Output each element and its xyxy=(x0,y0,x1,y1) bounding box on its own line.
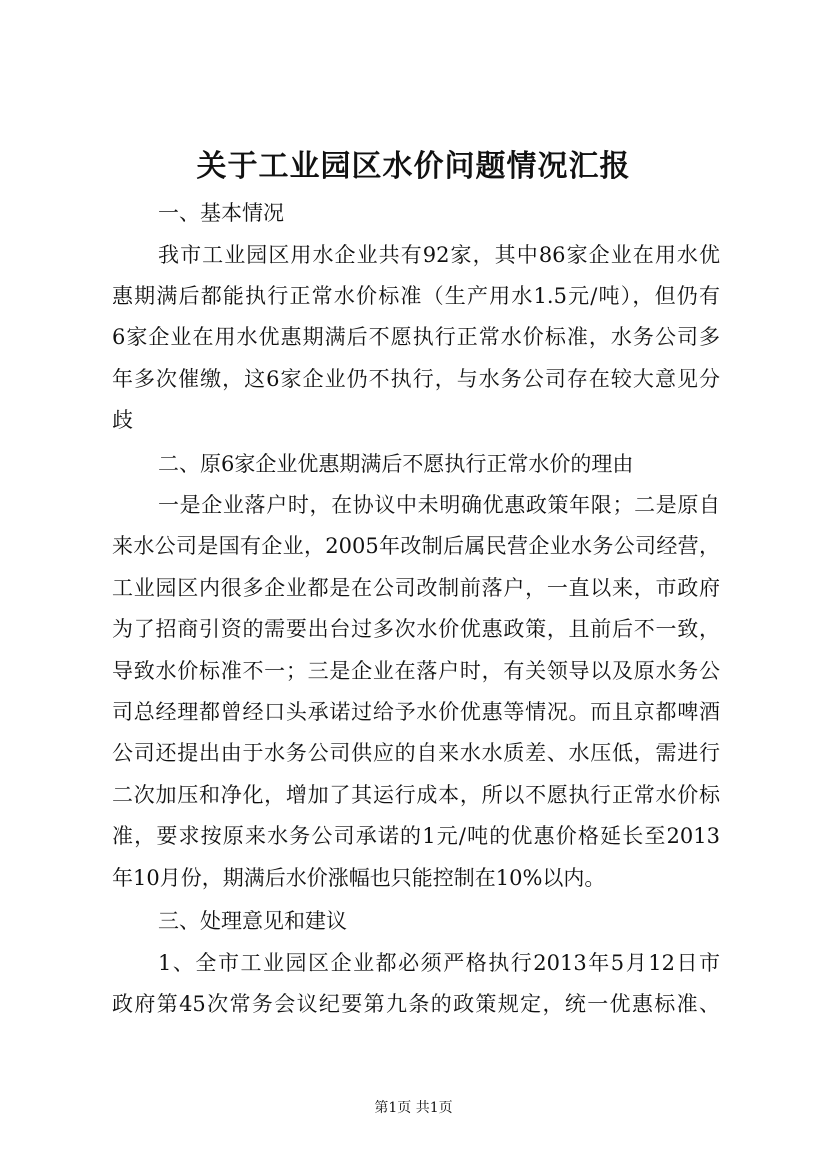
body-line: 1、全市工业园区企业都必须严格执行2013年5月12日市 xyxy=(158,951,720,975)
body-line: 6家企业在用水优惠期满后不愿执行正常水价标准，水务公司多 xyxy=(112,325,720,349)
body-line: 一是企业落户时，在协议中未明确优惠政策年限；二是原自 xyxy=(158,493,720,517)
body-line: 公司还提出由于水务公司供应的自来水水质差、水压低，需进行 xyxy=(112,741,720,765)
body-line: 司总经理都曾经口头承诺过给予水价优惠等情况。而且京都啤酒 xyxy=(112,700,720,724)
body-line: 导致水价标准不一；三是企业在落户时，有关领导以及原水务公 xyxy=(112,659,720,683)
heading-reasons: 二、原6家企业优惠期满后不愿执行正常水价的理由 xyxy=(158,452,634,476)
heading-suggestions: 三、处理意见和建议 xyxy=(158,909,347,933)
body-line: 年多次催缴，这6家企业仍不执行，与水务公司存在较大意见分 xyxy=(112,367,720,391)
heading-basic-situation: 一、基本情况 xyxy=(158,201,284,225)
body-line: 为了招商引资的需要出台过多次水价优惠政策，且前后不一致， xyxy=(112,617,720,641)
body-line: 政府第45次常务会议纪要第九条的政策规定，统一优惠标准、 xyxy=(112,992,720,1016)
body-line: 歧 xyxy=(112,408,133,432)
body-line: 二次加压和净化，增加了其运行成本，所以不愿执行正常水价标 xyxy=(112,783,720,807)
body-line: 来水公司是国有企业，2005年改制后属民营企业水务公司经营， xyxy=(112,534,720,558)
document-title: 关于工业园区水价问题情况汇报 xyxy=(196,149,631,184)
body-line: 惠期满后都能执行正常水价标准（生产用水1.5元/吨），但仍有 xyxy=(112,284,720,308)
body-line: 准，要求按原来水务公司承诺的1元/吨的优惠价格延长至2013 xyxy=(112,824,720,848)
body-line: 工业园区内很多企业都是在公司改制前落户，一直以来，市政府 xyxy=(112,576,720,600)
body-line: 年10月份，期满后水价涨幅也只能控制在10%以内。 xyxy=(112,866,606,890)
body-line: 我市工业园区用水企业共有92家，其中86家企业在用水优 xyxy=(158,243,720,267)
page-number-footer: 第1页 共1页 xyxy=(374,1100,453,1116)
